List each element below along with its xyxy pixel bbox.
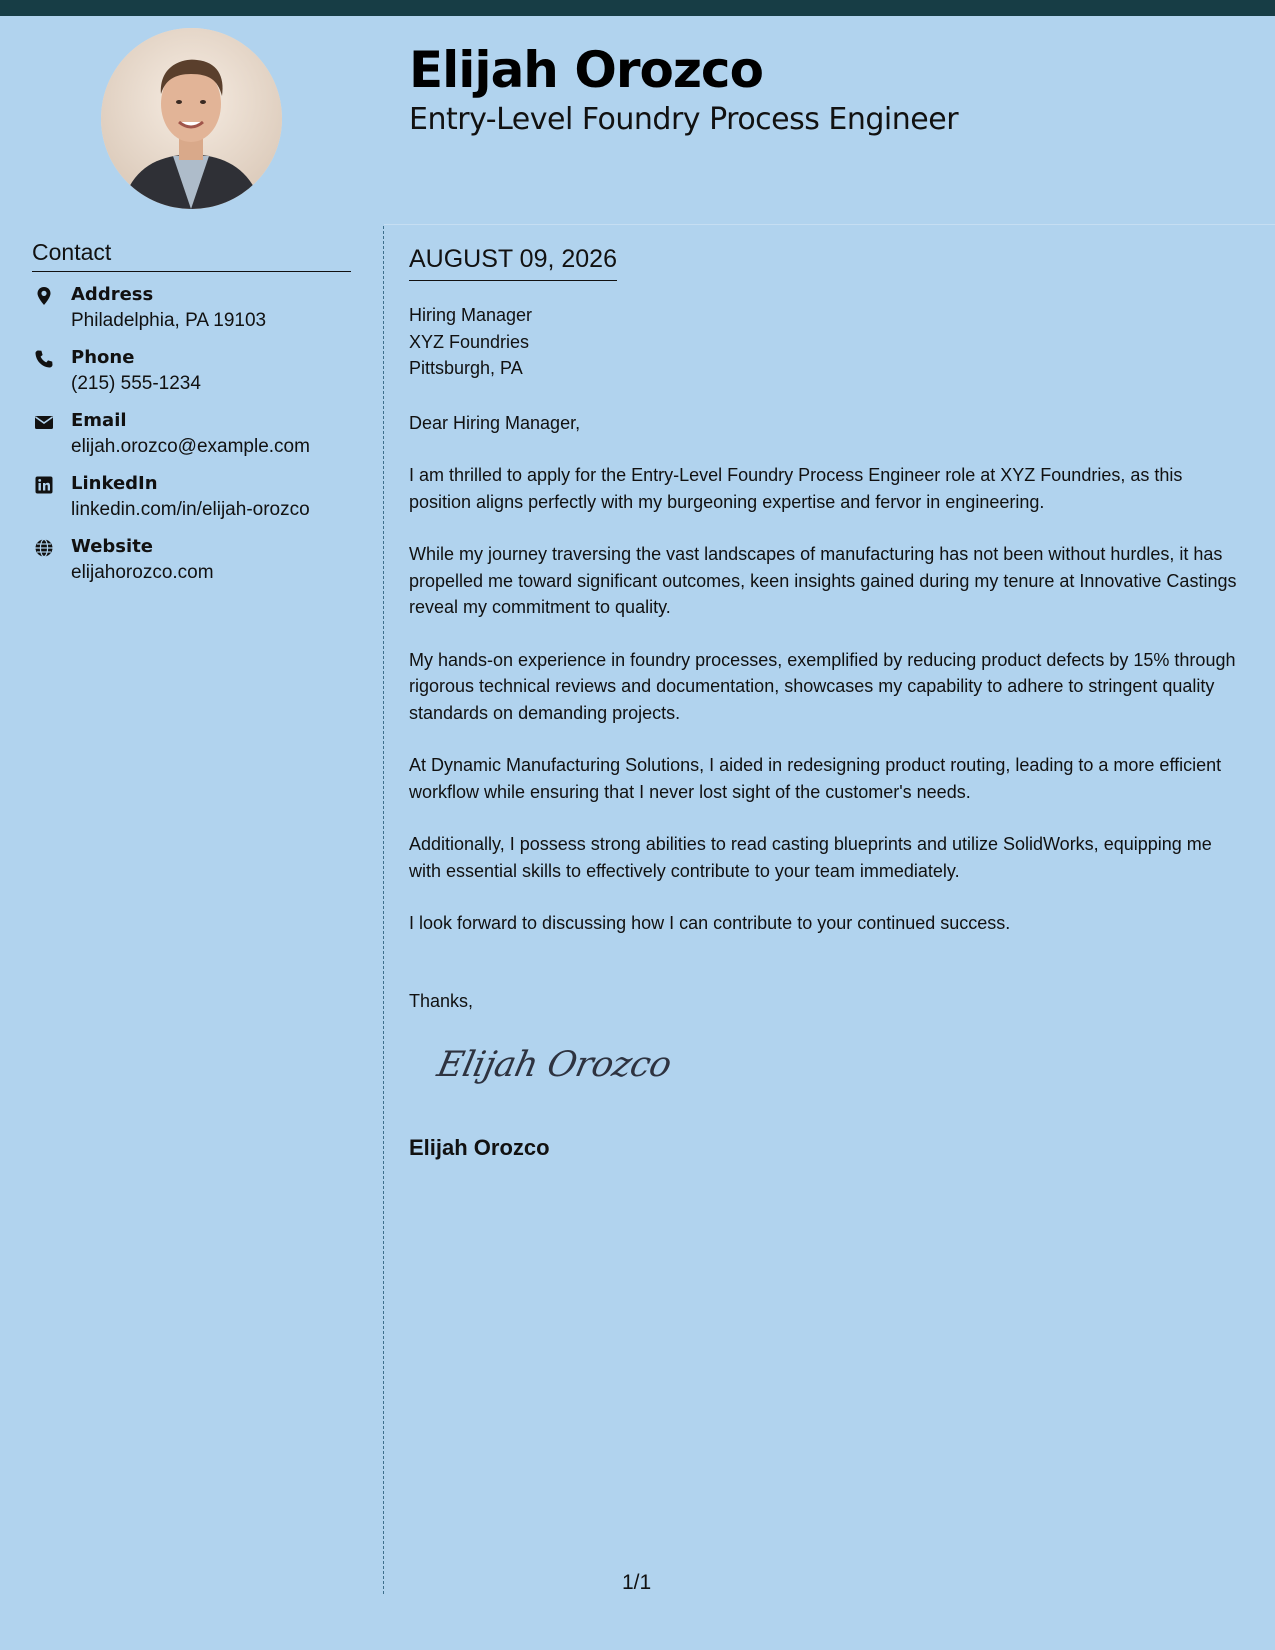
location-pin-icon xyxy=(34,286,54,306)
contact-label: Email xyxy=(71,410,127,431)
signer-name: Elijah Orozco xyxy=(409,1135,550,1160)
body-paragraph: While my journey traversing the vast landscapes of manufacturing has not been without hurdles, it has propelled me toward significant outcomes, keen insights gained during my tenure at Innovative Castings reveal my commitment to quality. xyxy=(409,544,1237,617)
envelope-icon xyxy=(34,412,54,432)
top-accent-bar xyxy=(0,0,1275,16)
contact-item-phone xyxy=(32,345,362,408)
email-value[interactable]: elijah.orozco@example.com xyxy=(71,436,310,457)
signature: Elijah Orozco xyxy=(433,1045,675,1085)
phone-icon xyxy=(34,349,54,369)
recipient-line: Pittsburgh, PA xyxy=(409,358,523,378)
body-paragraph: Additionally, I possess strong abilities to read casting blueprints and utilize SolidWorks, equipping me with essential skills to effectively contribute to your team immediately. xyxy=(409,834,1212,881)
closing: Thanks, xyxy=(409,991,474,1011)
linkedin-value[interactable]: linkedin.com/in/elijah-orozco xyxy=(71,499,310,520)
globe-icon xyxy=(34,538,54,558)
header-divider xyxy=(384,224,1275,225)
recipient-line: Hiring Manager xyxy=(409,305,533,325)
contact-list xyxy=(32,282,362,597)
body-paragraph: I am thrilled to apply for the Entry-Level Foundry Process Engineer role at XYZ Foundries, as this position aligns perfectly with my burgeoning expertise and fervor in engineering. xyxy=(409,465,1183,512)
body-paragraph: I look forward to discussing how I can contribute to your continued success. xyxy=(409,913,1011,933)
contact-label: Address xyxy=(71,284,154,305)
phone-value: (215) 555-1234 xyxy=(71,373,201,394)
contact-item-address xyxy=(32,282,362,345)
candidate-name: Elijah Orozco xyxy=(409,41,763,99)
contact-item-linkedin xyxy=(32,471,362,534)
body-paragraph: At Dynamic Manufacturing Solutions, I aided in redesigning product routing, leading to a more efficient workflow while ensuring that I never lost sight of the customer's needs. xyxy=(409,755,1222,802)
contact-label: LinkedIn xyxy=(71,473,158,494)
contact-label: Phone xyxy=(71,347,135,368)
recipient-block xyxy=(409,302,532,382)
website-value[interactable]: elijahorozco.com xyxy=(71,562,214,583)
letter-date: AUGUST 09, 2026 xyxy=(409,244,617,281)
contact-item-website xyxy=(32,534,362,597)
contact-item-email xyxy=(32,408,362,471)
job-title: Entry-Level Foundry Process Engineer xyxy=(409,102,959,137)
contact-heading: Contact xyxy=(32,239,351,272)
salutation: Dear Hiring Manager, xyxy=(409,413,581,433)
address-value: Philadelphia, PA 19103 xyxy=(71,310,267,331)
recipient-line: XYZ Foundries xyxy=(409,331,530,352)
letter-body xyxy=(409,462,1239,963)
body-paragraph: My hands-on experience in foundry processes, exemplified by reducing product defects by 15% through rigorous technical reviews and documentation, showcases my capability to adhere to stringent quality standards on demanding projects. xyxy=(409,649,1236,723)
linkedin-icon xyxy=(34,475,54,495)
page-number: 1/1 xyxy=(622,1571,652,1594)
column-divider xyxy=(383,226,384,1594)
contact-label: Website xyxy=(71,536,154,557)
avatar xyxy=(101,28,282,209)
